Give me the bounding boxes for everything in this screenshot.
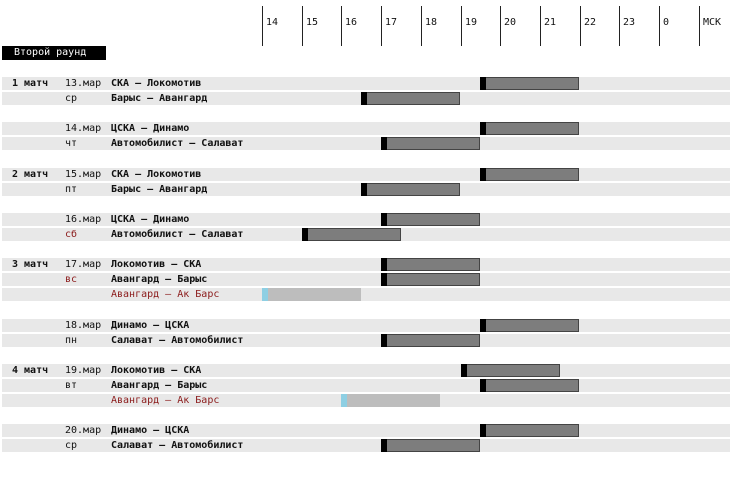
bar-start-marker	[480, 424, 486, 437]
hour-tick	[500, 6, 517, 46]
game-teams: Авангард — Ак Барс	[111, 395, 220, 406]
hour-tick	[341, 6, 358, 46]
game-teams: Локомотив — СКА	[111, 365, 202, 376]
broadcast-bar	[480, 319, 579, 332]
game-row	[2, 379, 730, 392]
hour-tick	[421, 6, 438, 46]
timezone-label: МСК	[703, 17, 722, 28]
weekday-label: вс	[65, 274, 78, 285]
game-row	[2, 213, 730, 226]
hour-label: 0	[663, 17, 670, 28]
broadcast-bar	[302, 228, 401, 241]
game-row	[2, 92, 730, 105]
hour-tick	[262, 6, 279, 46]
weekday-label: сб	[65, 229, 78, 240]
broadcast-bar	[480, 168, 579, 181]
game-row	[2, 273, 730, 286]
game-row	[2, 122, 730, 135]
date-label: 13.мар	[65, 78, 102, 89]
broadcast-bar	[381, 439, 480, 452]
game-teams: Барыс — Авангард	[111, 184, 208, 195]
game-row	[2, 394, 730, 407]
bar-start-marker	[480, 122, 486, 135]
bar-start-marker	[302, 228, 308, 241]
game-row	[2, 288, 730, 301]
date-label: 15.мар	[65, 169, 102, 180]
game-teams: Автомобилист — Салават	[111, 229, 244, 240]
hour-label: 18	[425, 17, 438, 28]
game-teams: Барыс — Авангард	[111, 93, 208, 104]
game-row	[2, 168, 730, 181]
broadcast-bar	[480, 122, 579, 135]
bar-start-marker	[381, 439, 387, 452]
game-row	[2, 334, 730, 347]
bar-start-marker	[381, 334, 387, 347]
date-label: 19.мар	[65, 365, 102, 376]
hour-tick	[302, 6, 319, 46]
match-label: 1 матч	[12, 78, 49, 89]
bar-start-marker	[361, 92, 367, 105]
game-teams: Авангард — Барыс	[111, 274, 208, 285]
broadcast-bar	[381, 213, 480, 226]
hour-label: 14	[266, 17, 279, 28]
bar-start-marker	[361, 183, 367, 196]
hour-tick	[580, 6, 597, 46]
game-teams: СКА — Локомотив	[111, 169, 202, 180]
hour-tick	[619, 6, 636, 46]
hour-label: 20	[504, 17, 517, 28]
broadcast-bar	[361, 92, 460, 105]
hour-label: 21	[544, 17, 557, 28]
weekday-label: чт	[65, 138, 78, 149]
weekday-label: пт	[65, 184, 78, 195]
game-teams: Авангард — Барыс	[111, 380, 208, 391]
game-teams: Авангард — Ак Барс	[111, 289, 220, 300]
game-row	[2, 228, 730, 241]
hour-label: 22	[584, 17, 597, 28]
game-teams: Динамо — ЦСКА	[111, 425, 190, 436]
game-row	[2, 77, 730, 90]
game-teams: ЦСКА — Динамо	[111, 123, 190, 134]
hour-tick	[381, 6, 398, 46]
broadcast-bar	[381, 273, 480, 286]
game-row	[2, 364, 730, 377]
date-label: 18.мар	[65, 320, 102, 331]
match-label: 4 матч	[12, 365, 49, 376]
bar-start-marker	[480, 379, 486, 392]
hour-label: 23	[623, 17, 636, 28]
weekday-label: ср	[65, 440, 78, 451]
date-label: 16.мар	[65, 214, 102, 225]
game-row	[2, 258, 730, 271]
bar-start-marker	[381, 273, 387, 286]
broadcast-bar	[480, 77, 579, 90]
date-label: 20.мар	[65, 425, 102, 436]
hour-tick	[461, 6, 478, 46]
game-teams: Динамо — ЦСКА	[111, 320, 190, 331]
broadcast-bar	[381, 258, 480, 271]
match-label: 2 матч	[12, 169, 49, 180]
game-teams: Салават — Автомобилист	[111, 440, 244, 451]
section-title: Второй раунд	[2, 46, 106, 60]
game-teams: ЦСКА — Динамо	[111, 214, 190, 225]
weekday-label: вт	[65, 380, 78, 391]
hour-tick	[659, 6, 670, 46]
timezone-tick	[699, 6, 722, 46]
bar-start-marker	[480, 319, 486, 332]
hour-tick	[540, 6, 557, 46]
bar-start-marker	[480, 77, 486, 90]
game-row	[2, 137, 730, 150]
game-row	[2, 183, 730, 196]
bar-start-marker	[480, 168, 486, 181]
game-row	[2, 319, 730, 332]
bar-start-marker	[381, 213, 387, 226]
hour-label: 15	[306, 17, 319, 28]
hour-label: 19	[465, 17, 478, 28]
game-teams: СКА — Локомотив	[111, 78, 202, 89]
broadcast-bar	[480, 424, 579, 437]
broadcast-bar	[461, 364, 560, 377]
game-teams: Локомотив — СКА	[111, 259, 202, 270]
game-row	[2, 424, 730, 437]
date-label: 14.мар	[65, 123, 102, 134]
game-teams: Автомобилист — Салават	[111, 138, 244, 149]
hour-label: 16	[345, 17, 358, 28]
broadcast-bar	[361, 183, 460, 196]
broadcast-bar	[480, 379, 579, 392]
broadcast-bar	[381, 334, 480, 347]
alt-broadcast-bar	[341, 394, 440, 407]
game-teams: Салават — Автомобилист	[111, 335, 244, 346]
hour-label: 17	[385, 17, 398, 28]
bar-start-marker	[381, 137, 387, 150]
weekday-label: пн	[65, 335, 78, 346]
broadcast-bar	[381, 137, 480, 150]
bar-start-marker	[341, 394, 347, 407]
bar-start-marker	[262, 288, 268, 301]
alt-broadcast-bar	[262, 288, 361, 301]
weekday-label: ср	[65, 93, 78, 104]
game-row	[2, 439, 730, 452]
bar-start-marker	[461, 364, 467, 377]
match-label: 3 матч	[12, 259, 49, 270]
date-label: 17.мар	[65, 259, 102, 270]
bar-start-marker	[381, 258, 387, 271]
